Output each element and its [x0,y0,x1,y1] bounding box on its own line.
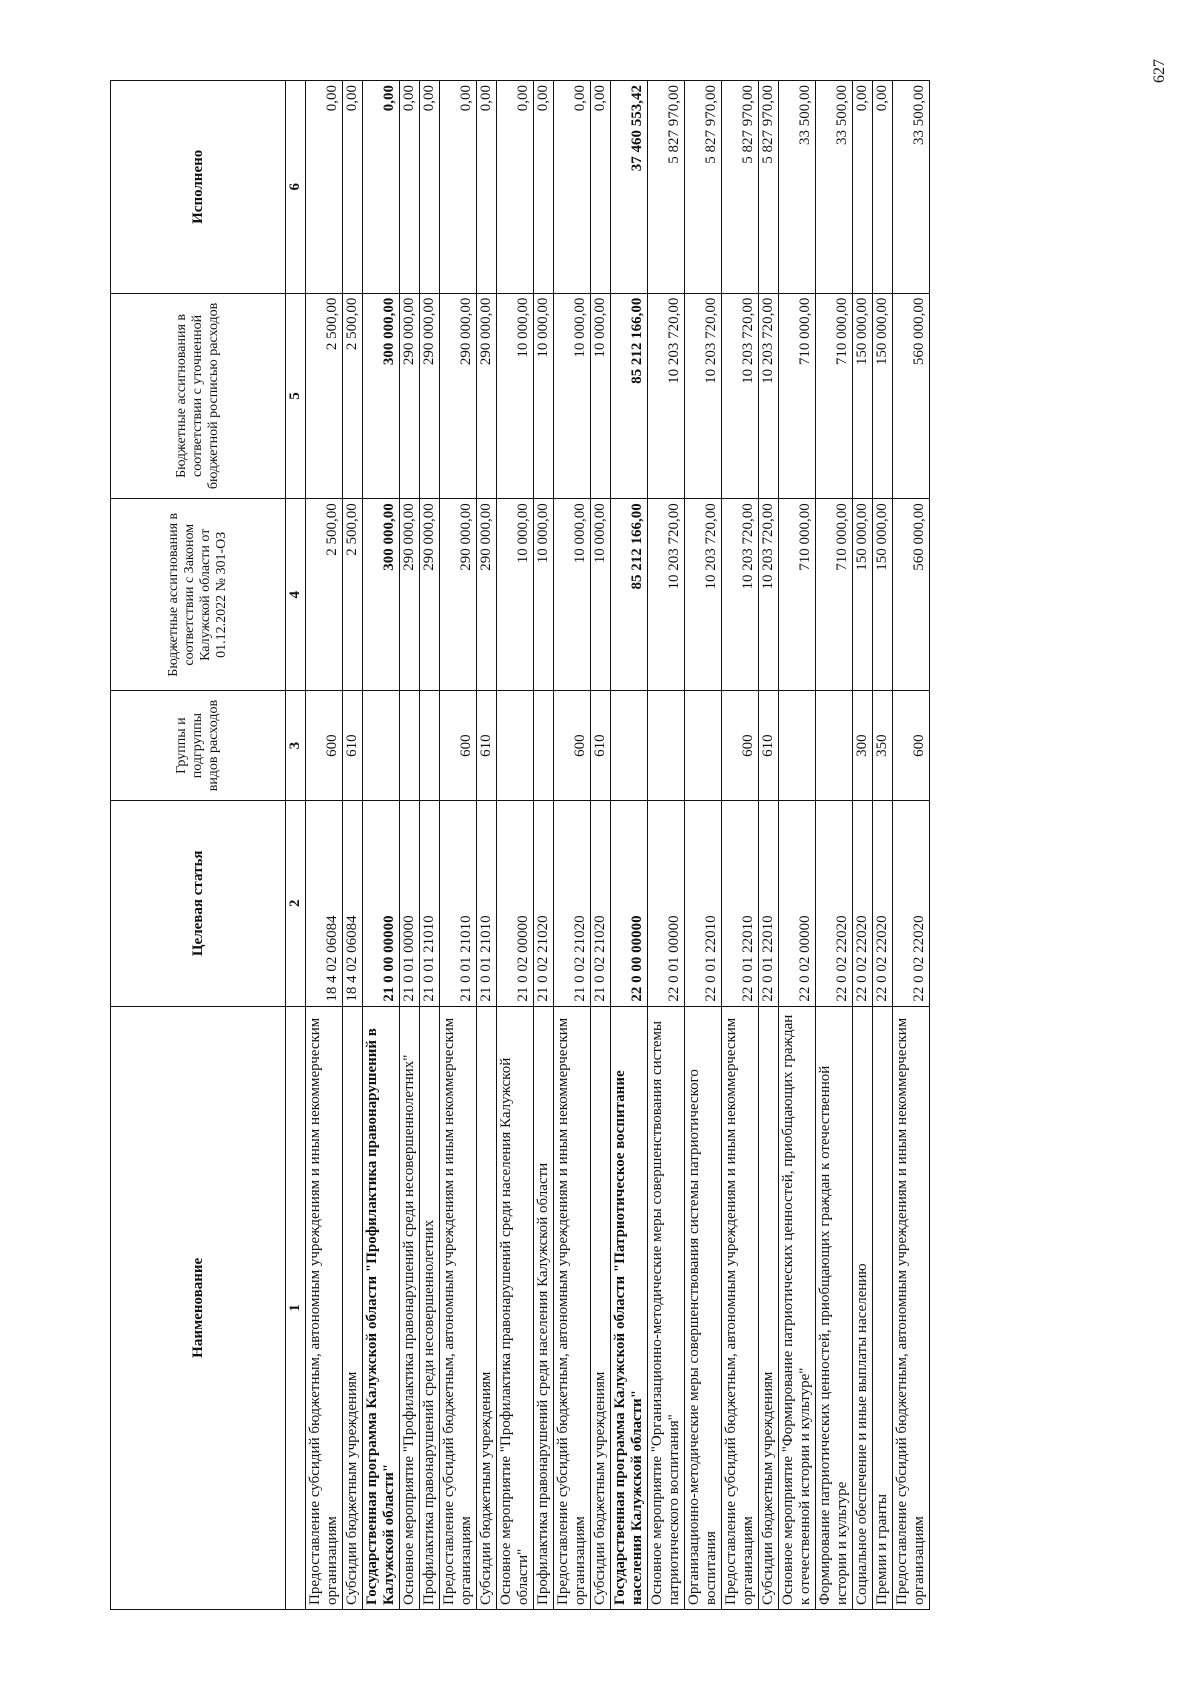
row-law-amount: 2 500,00 [306,499,343,691]
row-target-article: 22 0 02 22020 [893,800,930,1006]
table-row [440,81,477,1610]
table-row [400,81,420,1610]
row-law-amount: 10 000,00 [554,499,591,691]
row-refined-amount: 300 000,00 [363,293,400,499]
row-target-article: 22 0 02 22020 [853,800,873,1006]
page-number: 627 [1151,59,1168,83]
header-executed: Исполнено [111,81,286,294]
row-name: Предоставление субсидий бюджетным, автономным учреждениям и иным некоммерческим организациям [306,1006,343,1609]
table-row [611,81,648,1610]
row-refined-amount: 85 212 166,00 [611,293,648,499]
row-expense-group [779,691,816,801]
row-expense-group [400,691,420,801]
row-expense-group: 600 [554,691,591,801]
row-name: Субсидии бюджетным учреждениям [477,1006,497,1609]
column-index: 1 [286,1006,306,1609]
header-row [111,81,286,1610]
table-row [591,81,611,1610]
row-name: Основное мероприятие "Профилактика правонарушений среди населения Калужской области" [497,1006,534,1609]
table-body [306,81,930,1610]
row-executed-amount: 0,00 [420,81,440,294]
row-target-article: 21 0 02 00000 [497,800,534,1006]
row-target-article: 21 0 02 21020 [554,800,591,1006]
table-row [816,81,853,1610]
row-law-amount: 10 203 720,00 [685,499,722,691]
row-target-article: 22 0 01 00000 [648,800,685,1006]
row-refined-amount: 10 000,00 [534,293,554,499]
row-law-amount: 10 000,00 [497,499,534,691]
row-refined-amount: 290 000,00 [440,293,477,499]
row-refined-amount: 10 203 720,00 [685,293,722,499]
row-expense-group [534,691,554,801]
row-law-amount: 710 000,00 [779,499,816,691]
row-refined-amount: 10 000,00 [591,293,611,499]
row-executed-amount: 0,00 [400,81,420,294]
row-name: Основное мероприятие "Организационно-методические меры совершенствования системы патриотического воспитания" [648,1006,685,1609]
row-law-amount: 10 000,00 [591,499,611,691]
row-refined-amount: 150 000,00 [853,293,873,499]
table-row [420,81,440,1610]
row-executed-amount: 0,00 [477,81,497,294]
table-row [873,81,893,1610]
table-row [497,81,534,1610]
table-row [685,81,722,1610]
row-name: Субсидии бюджетным учреждениям [591,1006,611,1609]
row-refined-amount: 10 203 720,00 [759,293,779,499]
budget-page [110,80,1110,1610]
table-row [363,81,400,1610]
row-target-article: 18 4 02 06084 [306,800,343,1006]
row-executed-amount: 0,00 [497,81,534,294]
row-target-article: 22 0 02 22020 [873,800,893,1006]
row-law-amount: 290 000,00 [440,499,477,691]
row-expense-group [816,691,853,801]
header-target-article: Целевая статья [111,800,286,1006]
row-expense-group: 600 [306,691,343,801]
row-executed-amount: 33 500,00 [893,81,930,294]
row-executed-amount: 0,00 [853,81,873,294]
row-expense-group: 600 [893,691,930,801]
row-law-amount: 10 203 720,00 [648,499,685,691]
row-name: Профилактика правонарушений среди населения Калужской области [534,1006,554,1609]
header-law-appropriations: Бюджетные ассигнования в соответствии с Законом Калужской области от 01.12.2022 № 301-ОЗ [111,499,286,691]
row-name: Субсидии бюджетным учреждениям [343,1006,363,1609]
table-row [477,81,497,1610]
row-expense-group: 600 [440,691,477,801]
row-refined-amount: 10 000,00 [497,293,534,499]
row-name: Профилактика правонарушений среди несовершеннолетних [420,1006,440,1609]
table-row [534,81,554,1610]
row-target-article: 22 0 01 22010 [759,800,779,1006]
row-target-article: 21 0 01 21010 [440,800,477,1006]
row-name: Организационно-методические меры совершенствования системы патриотического воспитания [685,1006,722,1609]
row-target-article: 21 0 01 21010 [420,800,440,1006]
row-refined-amount: 10 203 720,00 [722,293,759,499]
row-law-amount: 10 000,00 [534,499,554,691]
table-row [853,81,873,1610]
row-law-amount: 290 000,00 [400,499,420,691]
row-law-amount: 560 000,00 [893,499,930,691]
row-refined-amount: 10 000,00 [554,293,591,499]
column-index: 2 [286,800,306,1006]
row-target-article: 21 0 01 00000 [400,800,420,1006]
row-law-amount: 300 000,00 [363,499,400,691]
row-target-article: 22 0 00 00000 [611,800,648,1006]
row-law-amount: 150 000,00 [853,499,873,691]
row-name: Предоставление субсидий бюджетным, автономным учреждениям и иным некоммерческим организациям [722,1006,759,1609]
row-name: Социальное обеспечение и иные выплаты населению [853,1006,873,1609]
row-executed-amount: 0,00 [363,81,400,294]
row-refined-amount: 2 500,00 [343,293,363,499]
row-executed-amount: 0,00 [343,81,363,294]
row-expense-group [363,691,400,801]
row-executed-amount: 0,00 [306,81,343,294]
row-expense-group [420,691,440,801]
row-target-article: 22 0 01 22010 [722,800,759,1006]
row-law-amount: 10 203 720,00 [722,499,759,691]
column-index: 3 [286,691,306,801]
row-executed-amount: 5 827 970,00 [685,81,722,294]
row-law-amount: 10 203 720,00 [759,499,779,691]
row-refined-amount: 290 000,00 [420,293,440,499]
row-refined-amount: 150 000,00 [873,293,893,499]
row-expense-group: 610 [343,691,363,801]
header-expense-groups: Группы и подгруппы видов расходов [111,691,286,801]
row-target-article: 21 0 02 21020 [534,800,554,1006]
row-refined-amount: 290 000,00 [400,293,420,499]
row-target-article: 21 0 02 21020 [591,800,611,1006]
row-name: Предоставление субсидий бюджетным, автономным учреждениям и иным некоммерческим организациям [440,1006,477,1609]
row-executed-amount: 37 460 553,42 [611,81,648,294]
row-executed-amount: 0,00 [554,81,591,294]
row-expense-group: 300 [853,691,873,801]
table-row [306,81,343,1610]
row-target-article: 18 4 02 06084 [343,800,363,1006]
row-executed-amount: 5 827 970,00 [759,81,779,294]
row-executed-amount: 33 500,00 [779,81,816,294]
row-expense-group: 610 [477,691,497,801]
table-row [779,81,816,1610]
row-name: Предоставление субсидий бюджетным, автономным учреждениям и иным некоммерческим организациям [554,1006,591,1609]
row-name: Формирование патриотических ценностей, приобщающих граждан к отечественной истории и культуре [816,1006,853,1609]
row-refined-amount: 290 000,00 [477,293,497,499]
row-expense-group [611,691,648,801]
row-law-amount: 290 000,00 [477,499,497,691]
row-name: Субсидии бюджетным учреждениям [759,1006,779,1609]
row-target-article: 22 0 01 22010 [685,800,722,1006]
row-executed-amount: 0,00 [440,81,477,294]
row-executed-amount: 0,00 [873,81,893,294]
row-law-amount: 290 000,00 [420,499,440,691]
header-name: Наименование [111,1006,286,1609]
row-executed-amount: 5 827 970,00 [648,81,685,294]
row-refined-amount: 710 000,00 [779,293,816,499]
row-target-article: 21 0 01 21010 [477,800,497,1006]
budget-table [110,80,930,1610]
table-row [722,81,759,1610]
row-executed-amount: 33 500,00 [816,81,853,294]
row-law-amount: 2 500,00 [343,499,363,691]
table-row [554,81,591,1610]
row-refined-amount: 2 500,00 [306,293,343,499]
row-name: Государственная программа Калужской области "Патриотическое воспитание населения Калужской области" [611,1006,648,1609]
row-executed-amount: 0,00 [534,81,554,294]
row-name: Государственная программа Калужской области "Профилактика правонарушений в Калужской области" [363,1006,400,1609]
table-row [648,81,685,1610]
row-refined-amount: 710 000,00 [816,293,853,499]
row-refined-amount: 560 000,00 [893,293,930,499]
row-expense-group: 350 [873,691,893,801]
column-index: 4 [286,499,306,691]
row-name: Основное мероприятие "Формирование патриотических ценностей, приобщающих граждан к отечественной истории и культуре" [779,1006,816,1609]
row-expense-group: 600 [722,691,759,801]
row-expense-group [648,691,685,801]
header-refined-appropriations: Бюджетные ассигнования в соответствии с уточненной бюджетной росписью расходов [111,293,286,499]
column-index: 5 [286,293,306,499]
row-law-amount: 710 000,00 [816,499,853,691]
row-name: Предоставление субсидий бюджетным, автономным учреждениям и иным некоммерческим организациям [893,1006,930,1609]
row-expense-group: 610 [759,691,779,801]
row-law-amount: 85 212 166,00 [611,499,648,691]
table-row [343,81,363,1610]
row-expense-group [497,691,534,801]
row-expense-group: 610 [591,691,611,801]
table-row [893,81,930,1610]
row-name: Премии и гранты [873,1006,893,1609]
row-expense-group [685,691,722,801]
row-refined-amount: 10 203 720,00 [648,293,685,499]
column-index-row [286,81,306,1610]
row-target-article: 22 0 02 22020 [816,800,853,1006]
row-target-article: 21 0 00 00000 [363,800,400,1006]
row-law-amount: 150 000,00 [873,499,893,691]
row-executed-amount: 5 827 970,00 [722,81,759,294]
table-row [759,81,779,1610]
column-index: 6 [286,81,306,294]
row-executed-amount: 0,00 [591,81,611,294]
row-target-article: 22 0 02 00000 [779,800,816,1006]
row-name: Основное мероприятие "Профилактика правонарушений среди несовершеннолетних" [400,1006,420,1609]
